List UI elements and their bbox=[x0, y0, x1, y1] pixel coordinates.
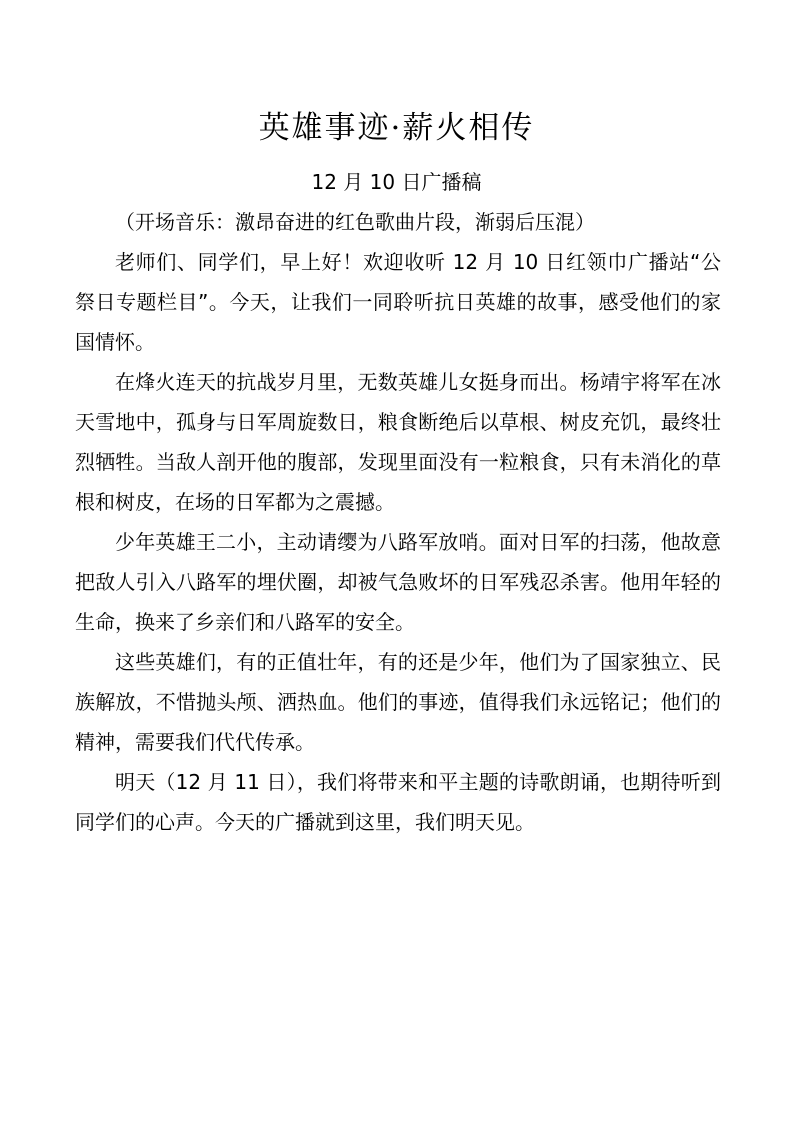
document-body bbox=[75, 202, 721, 842]
paragraph-wang-erxiao: 少年英雄王二小，主动请缨为八路军放哨。面对日军的扫荡，他故意把敌人引入八路军的埋伏圈，却被气急败坏的日军残忍杀害。他用年轻的生命，换来了乡亲们和八路军的安全。 bbox=[75, 530, 721, 634]
document-subtitle: 12 月 10 日广播稿 bbox=[311, 170, 482, 194]
paragraph-closing: 明天（12 月 11 日），我们将带来和平主题的诗歌朗诵，也期待听到同学们的心声。今天的广播就到这里，我们明天见。 bbox=[75, 770, 721, 834]
paragraph-heroes-spirit: 这些英雄们，有的正值壮年，有的还是少年，他们为了国家独立、民族解放，不惜抛头颅、洒热血。他们的事迹，值得我们永远铭记；他们的精神，需要我们代代传承。 bbox=[75, 650, 721, 754]
paragraph-yang-jingyu: 在烽火连天的抗战岁月里，无数英雄儿女挺身而出。杨靖宇将军在冰天雪地中，孤身与日军周旋数日，粮食断绝后以草根、树皮充饥，最终壮烈牺牲。当敌人剖开他的腹部，发现里面没有一粒粮食，只有未消化的草根和树皮，在场的日军都为之震撼。 bbox=[75, 370, 721, 514]
document-title: 英雄事迹·薪火相传 bbox=[258, 110, 535, 146]
paragraph-opening-music: （开场音乐：激昂奋进的红色歌曲片段，渐弱后压混） bbox=[115, 210, 595, 234]
paragraph-greeting: 老师们、同学们，早上好！欢迎收听 12 月 10 日红领巾广播站“公祭日专题栏目”。今天，让我们一同聆听抗日英雄的故事，感受他们的家国情怀。 bbox=[75, 250, 721, 354]
